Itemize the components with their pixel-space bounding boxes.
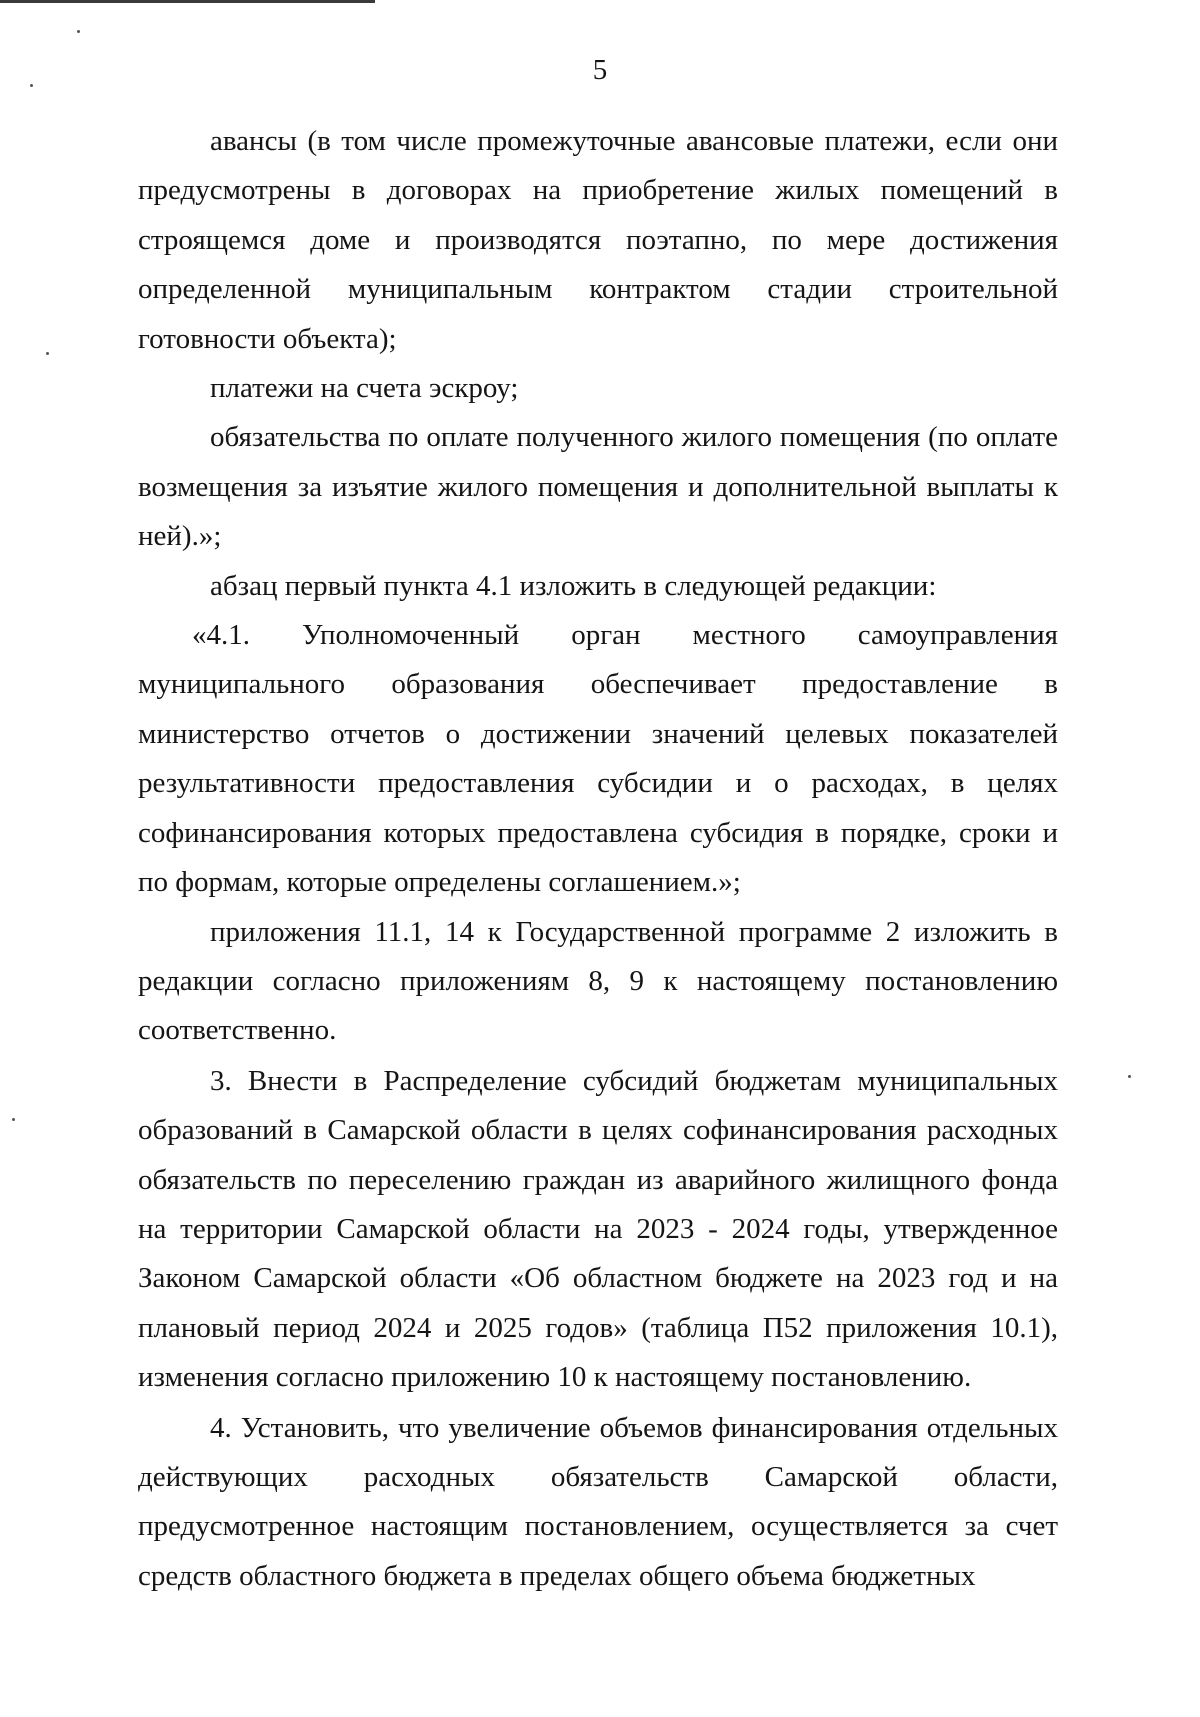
scan-speck xyxy=(77,30,80,33)
scan-speck xyxy=(46,352,49,355)
paragraph-amend-4-1: абзац первый пункта 4.1 изложить в следующей редакции: xyxy=(210,569,937,602)
scan-speck xyxy=(12,1118,15,1121)
top-border-line xyxy=(0,0,375,3)
document-body xyxy=(138,117,1058,1601)
paragraph-obligations: обязательства по оплате полученного жилого помещения (по оплате возмещения за изъятие жилого помещения и дополнительной выплаты к ней).»; xyxy=(138,421,1058,553)
paragraph-escrow: платежи на счета эскроу; xyxy=(210,372,519,405)
paragraph-item-3: 3. Внести в Распределение субсидий бюджетам муниципальных образований в Самарской области в целях софинансирования расходных обязательств по переселению граждан из аварийного жилищного фонда на территории Самарской области на 2023 - 2024 годы, утвержденное Законом Самарской области «Об областном бюджете на 2023 год и на плановый период 2024 и 2025 годов» (таблица П52 приложения 10.1), изменения согласно приложению 10 к настоящему постановлению. xyxy=(138,1064,1058,1394)
paragraph-item-4: 4. Установить, что увеличение объемов финансирования отдельных действующих расходных обязательств Самарской области, предусмотренное настоящим постановлением, осуществляется за счет средств областного бюджета в пределах общего объема бюджетных xyxy=(138,1411,1058,1592)
scan-speck xyxy=(1128,1075,1131,1078)
paragraph-advances: авансы (в том числе промежуточные авансовые платежи, если они предусмотрены в договорах на приобретение жилых помещений в строящемся доме и производятся поэтапно, по мере достижения определенной муниципальным контрактом стадии строительной готовности объекта); xyxy=(138,125,1058,355)
paragraph-4-1-text: «4.1. Уполномоченный орган местного самоуправления муниципального образования обеспечивает предоставление в министерство отчетов о достижении значений целевых показателей результативности предоставления субсидии и о расходах, в целях софинансирования которых предоставлена субсидия в порядке, сроки и по формам, которые определены соглашением.»; xyxy=(138,619,1058,899)
page-number: 5 xyxy=(592,54,608,86)
paragraph-appendices: приложения 11.1, 14 к Государственной программе 2 изложить в редакции согласно приложениям 8, 9 к настоящему постановлению соответственно. xyxy=(138,915,1058,1047)
